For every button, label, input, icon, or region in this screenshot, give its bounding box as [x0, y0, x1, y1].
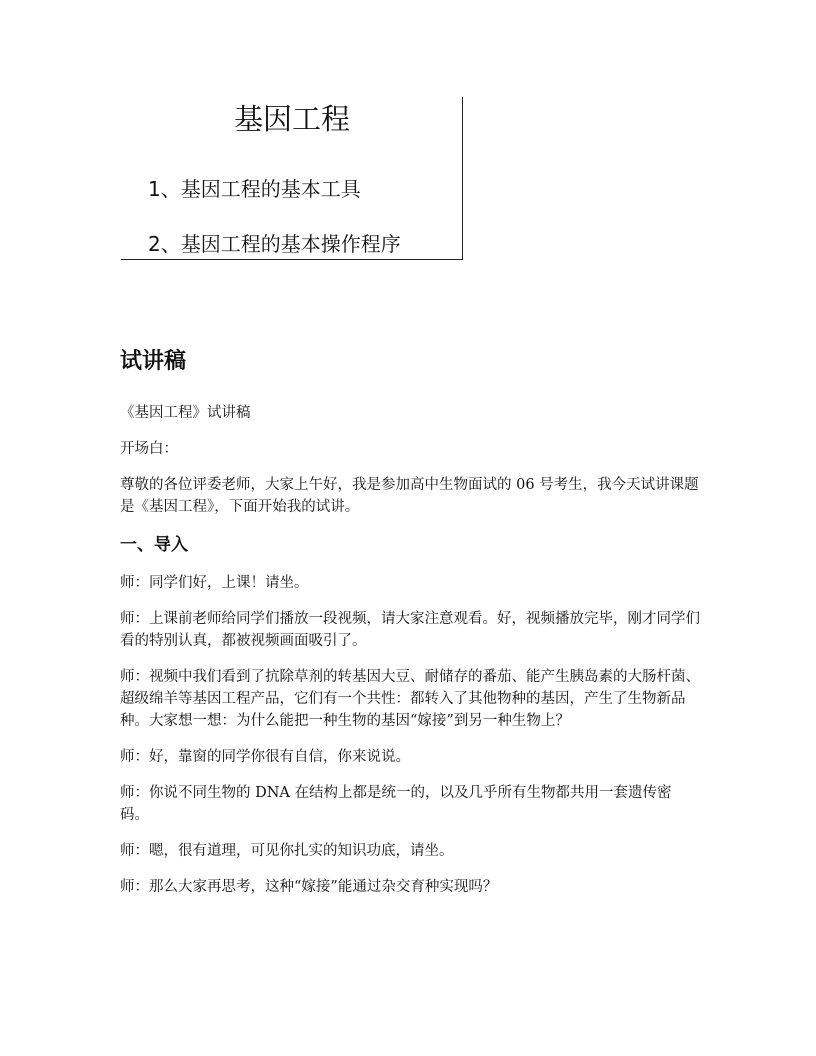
document-heading: 试讲稿: [120, 349, 187, 374]
paragraph: 师：上课前老师给同学们播放一段视频，请大家注意观看。好，视频播放完毕，刚才同学们看的特别认真，都被视频画面吸引了。: [120, 611, 700, 649]
paragraph: 师：你说不同生物的 DNA 在结构上都是统一的，以及几乎所有生物都共用一套遗传密码。: [120, 785, 672, 823]
paragraph: 师：好，靠窗的同学你很有自信，你来说说。: [120, 749, 410, 765]
section-title: 一、导入: [120, 535, 188, 555]
paragraph: 师：嗯，很有道理，可见你扎实的知识功底，请坐。: [120, 843, 454, 859]
opening-label: 开场白：: [120, 441, 178, 457]
slide-item-operation-procedure: 2、基因工程的基本操作程序: [148, 232, 401, 256]
document-subtitle: 《基因工程》试讲稿: [120, 405, 251, 421]
slide-item-basic-tools: 1、基因工程的基本工具: [148, 177, 361, 201]
paragraph: 师：那么大家再思考，这种“嫁接”能通过杂交育种实现吗？: [120, 879, 498, 895]
paragraph: 师：同学们好，上课！请坐。: [120, 575, 309, 591]
slide-title: 基因工程: [233, 102, 350, 136]
opening-text: 尊敬的各位评委老师，大家上午好，我是参加高中生物面试的 06 号考生，我今天试讲课题是《基因工程》，下面开始我的试讲。: [120, 477, 699, 515]
paragraph: 师：视频中我们看到了抗除草剂的转基因大豆、耐储存的番茄、能产生胰岛素的大肠杆菌、超级绵羊等基因工程产品，它们有一个共性：都转入了其他物种的基因，产生了生物新品种。大家想一想：为什么能把一种生物的基因“嫁接”到另一种生物上？: [120, 669, 700, 729]
document-body: [120, 402, 700, 912]
slide-preview: [121, 97, 463, 260]
